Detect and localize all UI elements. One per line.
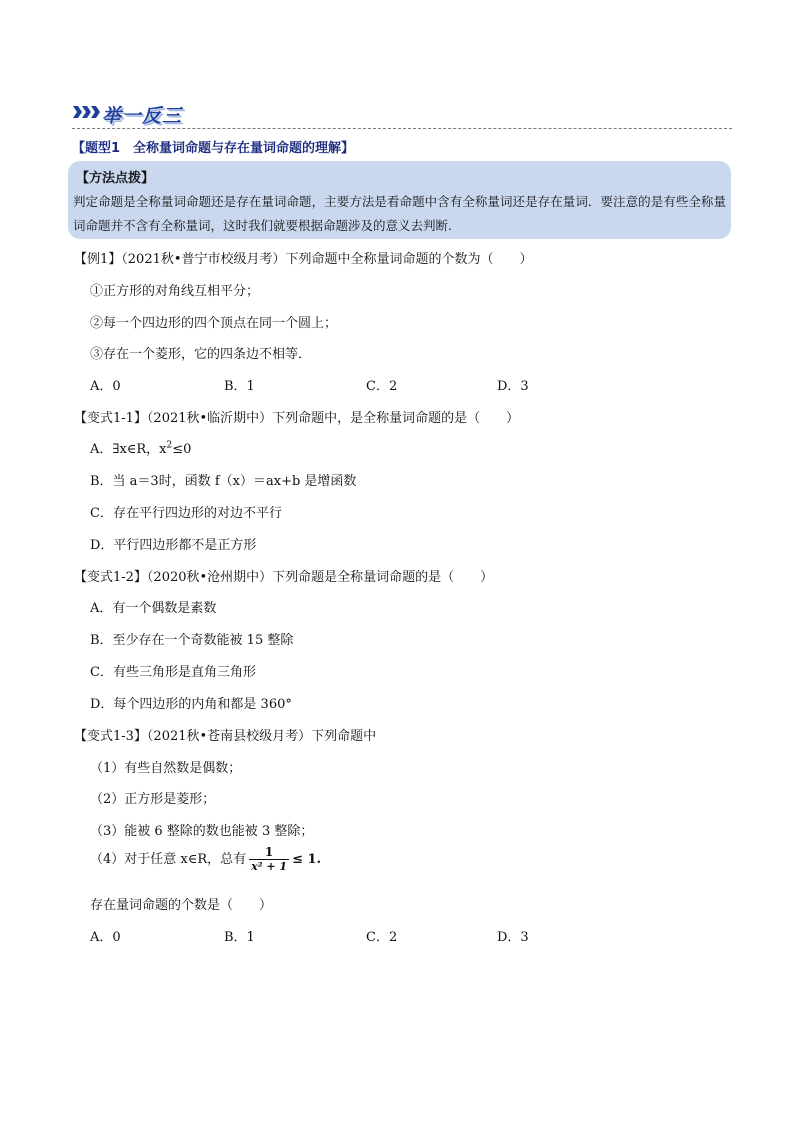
dashed-divider [72,128,732,129]
example-1-item-1: ①正方形的对角线互相平分； [90,284,260,299]
variant-1-3-option-c: C．2 [366,930,398,945]
variant-1-2-option-b: B．至少存在一个奇数能被 15 整除 [90,633,294,648]
variant-1-2-option-a: A．有一个偶数是素数 [90,601,217,616]
variant-1-3-option-d: D．3 [497,930,529,945]
triple-chevron-icon [72,100,102,122]
variant-1-3-item-4-prefix: （4）对于任意 x∈R，总有 [90,852,247,867]
fraction-numerator: 1 [264,845,274,859]
fraction-denominator: x² + 1 [251,860,288,873]
section-banner [72,100,732,130]
variant-1-1-option-a-suffix: ≤0 [172,442,192,457]
variant-1-3-question: 存在量词命题的个数是（ ） [90,898,273,913]
banner-title: 举一反三 [102,105,183,127]
example-1-item-3: ③存在一个菱形，它的四条边不相等． [90,347,312,362]
example-1-item-2: ②每一个四边形的四个顶点在同一个圆上； [90,316,338,331]
variant-1-2-option-c: C．有些三角形是直角三角形 [90,665,256,680]
variant-1-3-item-1: （1）有些自然数是偶数； [90,761,242,776]
variant-1-3-item-2: （2）正方形是菱形； [90,792,216,807]
example-1-option-d: D．3 [497,379,529,394]
variant-1-1-option-a-prefix: A．∃x∈R，x [90,442,167,457]
method-tip-body: 判定命题是全称量词命题还是存在量词命题，主要方法是看命题中含有全称量词还是存在量词．要注意的是有些全称量词命题并不含有全称量词，这时我们就要根据命题涉及的意义去判断. [73,194,726,233]
variant-1-2-stem: 【变式1-2】（2020秋•沧州期中）下列命题是全称量词命题的是（ ） [74,570,494,585]
variant-1-3-stem: 【变式1-3】（2021秋•苍南县校级月考）下列命题中 [74,729,377,744]
variant-1-3-item-4-suffix: ≤ 1. [292,852,322,867]
fraction [249,845,289,874]
variant-1-1-stem: 【变式1-1】（2021秋•临沂期中）下列命题中，是全称量词命题的是（ ） [74,411,520,426]
example-1-option-b: B．1 [224,379,255,394]
variant-1-3-item-3: （3）能被 6 整除的数也能被 3 整除； [90,824,314,839]
method-tip-title: 【方法点拨】 [76,171,155,186]
variant-1-3-option-a: A．0 [90,930,121,945]
example-1-stem: 【例1】（2021秋•普宁市校级月考）下列命题中全称量词命题的个数为（ ） [74,252,533,267]
variant-1-1-option-d: D．平行四边形都不是正方形 [90,538,257,553]
variant-1-1-option-a [90,438,191,457]
variant-1-3-option-b: B．1 [224,930,255,945]
example-1-option-a: A．0 [90,379,121,394]
variant-1-1-option-b: B．当 a＝3时，函数 f（x）＝ax+b 是增函数 [90,474,357,489]
variant-1-1-option-a-exponent: 2 [166,440,173,451]
question-type-heading: 【题型1 全称量词命题与存在量词命题的理解】 [72,141,355,156]
variant-1-2-option-d: D．每个四边形的内角和都是 360° [90,697,292,712]
example-1-option-c: C．2 [366,379,398,394]
variant-1-3-item-4 [90,845,321,874]
variant-1-1-option-c: C．存在平行四边形的对边不平行 [90,506,282,521]
method-tip-box [68,161,731,239]
